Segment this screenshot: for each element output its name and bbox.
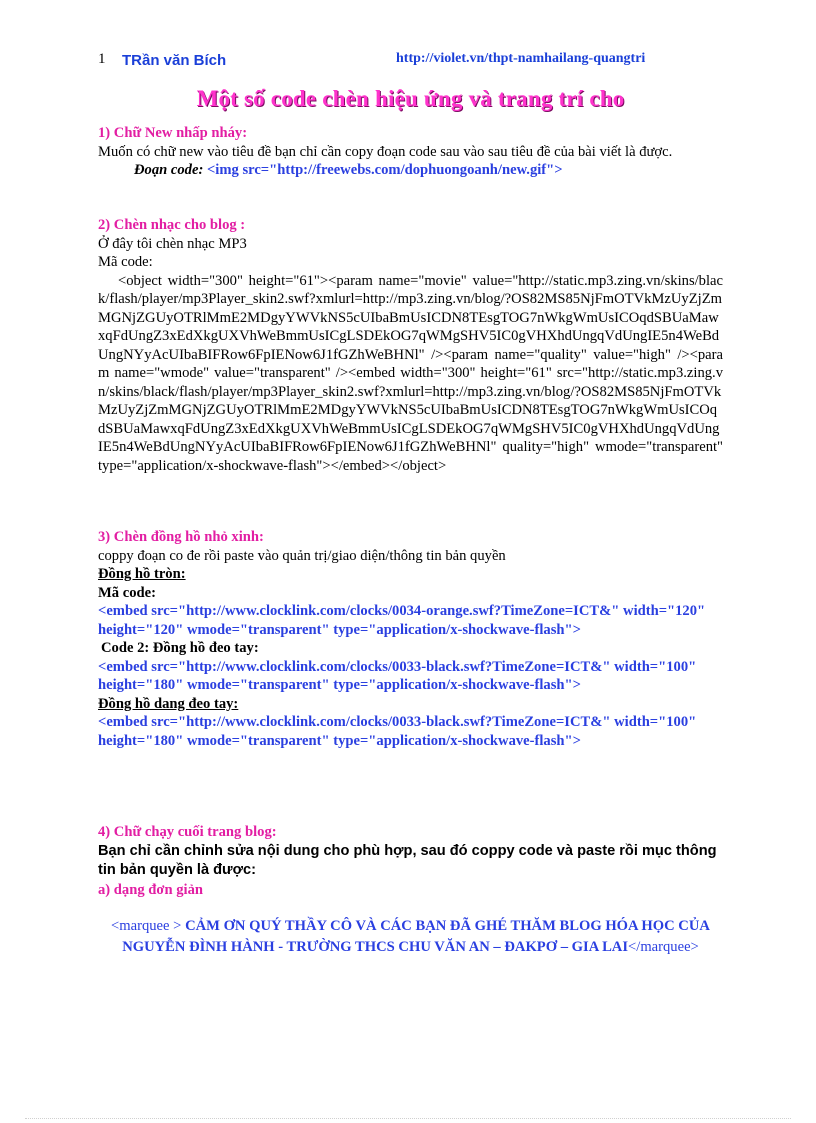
section-2-line1: Ở đây tôi chèn nhạc MP3 — [98, 235, 247, 252]
section-4-heading: 4) Chữ chạy cuối trang blog: — [98, 824, 277, 840]
section-4-text: Bạn chỉ cần chỉnh sửa nội dung cho phù hợp, sau đó coppy code và paste rồi mục thông tin bản quyền là được: — [98, 842, 717, 878]
section-3 — [98, 528, 723, 750]
section-1-text: Muốn có chữ new vào tiêu đề bạn chỉ cần copy đoạn code sau vào sau tiêu đề của bài viết là được. — [98, 143, 673, 160]
section-2 — [98, 216, 723, 475]
section-3-code2: <embed src="http://www.clocklink.com/clocks/0033-black.swf?TimeZone=ICT&" width="100" height="180" wmode="transparent" type="application/x-shockwave-flash"> — [98, 658, 697, 693]
section-2-line2: Mã code: — [98, 254, 153, 270]
section-3-intro: coppy đoạn co đe rồi paste vào quản trị/giao diện/thông tin bản quyền — [98, 547, 506, 564]
marquee-code — [98, 916, 723, 958]
section-3-sub1: Đồng hồ tròn: — [98, 566, 186, 582]
section-3-sub2: Code 2: Đồng hồ đeo tay: — [101, 640, 259, 656]
page-bottom-divider — [25, 1118, 791, 1119]
marquee-text: CẢM ƠN QUÝ THẦY CÔ VÀ CÁC BẠN ĐÃ GHÉ THĂM BLOG HÓA HỌC CỦA NGUYỄN ĐÌNH HÀNH - TRƯỜNG THCS CHU VĂN AN – ĐAKPƠ – GIA LAI — [122, 918, 710, 955]
section-3-sub3: Đồng hồ dang đeo tay: — [98, 695, 239, 712]
page-header — [98, 50, 723, 72]
section-1 — [98, 124, 723, 180]
page-number: 1 — [98, 51, 106, 67]
section-1-heading: 1) Chữ New nhấp nháy: — [98, 125, 248, 141]
section-4 — [98, 823, 723, 899]
section-2-heading: 2) Chèn nhạc cho blog : — [98, 217, 246, 233]
section-2-code: <object width="300" height="61"><param name="movie" value="http://static.mp3.zing.vn/skins/black/flash/player/mp3Player_skin2.swf?xmlurl=http://mp3.zing.vn/blog/?OS82MS85NjFmOTVkMzUyZjZmMGNjZGUyOTRlMmE2MDgyYWVkNS5cUIbaBmUsICDN8TEsgTOG7nWkgWmUsICOqdSBUaMawxqFdUngZ3xEdXkgUXVhWeBmmUsICgLSDEkOG7qWMgSHV5IC0gVHXhdUngqVdUngIE5n4WeBdUngNYyAcUIbaBIFRow6FpIENow6J1fGZhWeBHNl" /><param name="quality" value="high" /><param name="wmode" value="transparent" /><embed width="300" height="61" src="http://static.mp3.zing.vn/skins/black/flash/player/mp3Player_skin2.swf?xmlurl=http://mp3.zing.vn/blog/?OS82MS85NjFmOTVkMzUyZjZmMGNjZGUyOTRlMmE2MDgyYWVkNS5cUIbaBmUsICDN8TEsgTOG7nWkgWmUsICOqdSBUaMawxqFdUngZ3xEdXkgUXVhWeBmmUsICgLSDEkOG7qWMgSHV5IC0gVHXhdUngqVdUngIE5n4WeBdUngNYyAcUIbaBIFRow6FpIENow6J1fGZhWeBHNl" quality="high" wmode="transparent" type="application/x-shockwave-flash"></embed></object> — [98, 272, 723, 474]
author-name: TRần văn Bích — [122, 52, 227, 69]
section-3-heading: 3) Chèn đồng hồ nhỏ xinh: — [98, 529, 264, 545]
header-url: http://violet.vn/thpt-namhailang-quangtri — [396, 51, 646, 66]
marquee-open-tag: <marquee > — [111, 918, 182, 934]
section-4-sub: a) dạng đơn giản — [98, 881, 204, 898]
section-3-code3: <embed src="http://www.clocklink.com/clocks/0033-black.swf?TimeZone=ICT&" width="100" height="180" wmode="transparent" type="application/x-shockwave-flash"> — [98, 714, 697, 749]
code-label: Đoạn code: — [134, 162, 204, 178]
section-3-code1: <embed src="http://www.clocklink.com/clocks/0034-orange.swf?TimeZone=ICT&" width="120" height="120" wmode="transparent" type="application/x-shockwave-flash"> — [98, 603, 706, 638]
section-1-code-line — [134, 161, 723, 180]
document-title: Một số code chèn hiệu ứng và trang trí cho — [196, 86, 625, 111]
marquee-close-tag: </marquee> — [628, 939, 699, 955]
section-3-ma-code: Mã code: — [98, 584, 156, 601]
code-snippet: <img src="http://freewebs.com/dophuongoanh/new.gif"> — [206, 162, 563, 178]
